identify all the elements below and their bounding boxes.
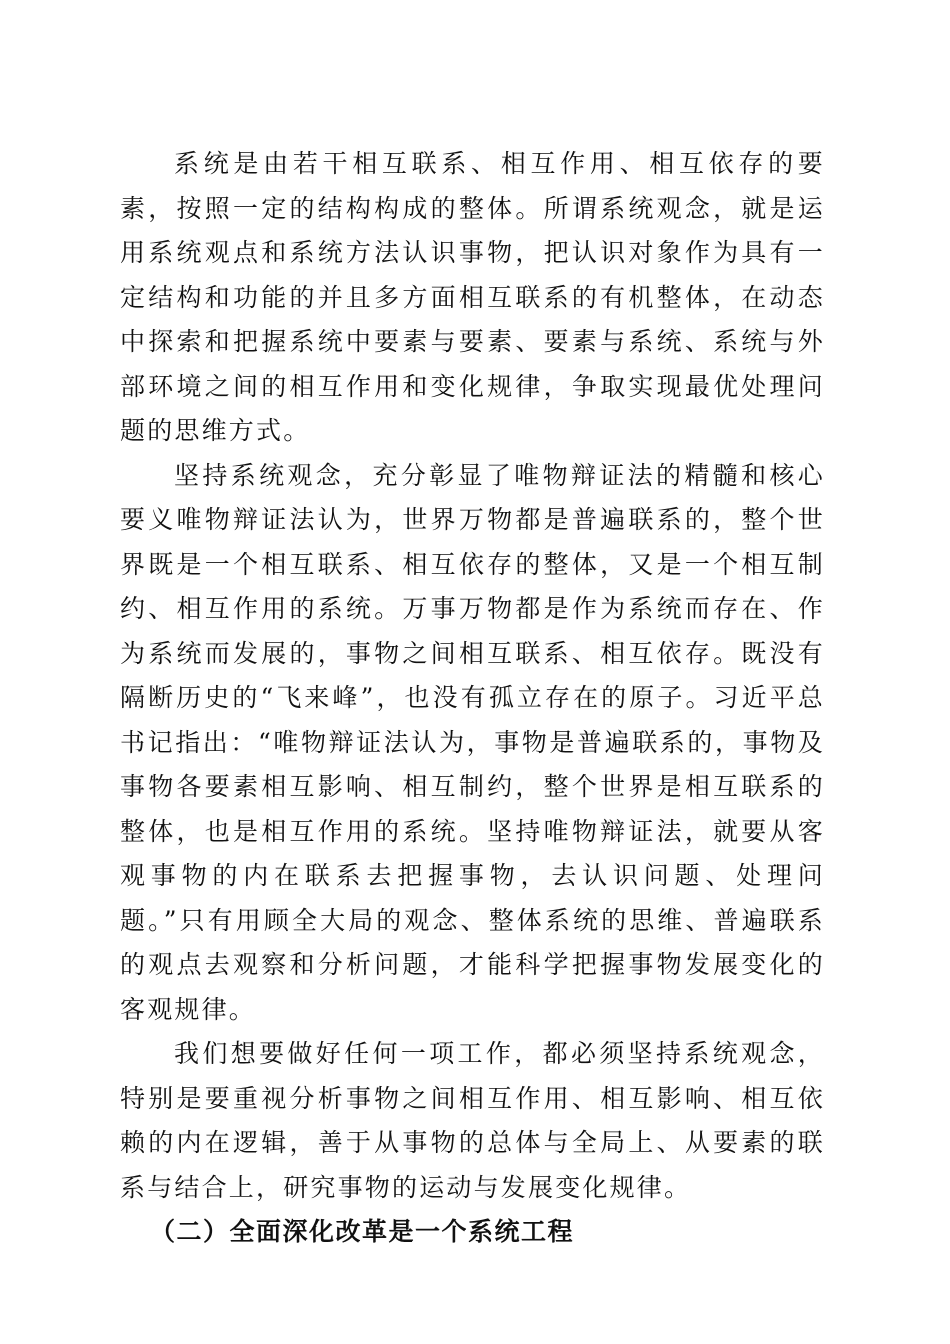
paragraph-materialist-dialectics: 坚持系统观念，充分彰显了唯物辩证法的精髓和核心要义唯物辩证法认为，世界万物都是普遍联系的，整个世界既是一个相互联系、相互依存的整体，又是一个相互制约、相互作用的系统。万事万物都是作为系统而存在、作为系统而发展的，事物之间相互联系、相互依存。既没有隔断历史的“飞来峰”，也没有孤立存在的原子。习近平总书记指出：“唯物辩证法认为，事物是普遍联系的，事物及事物各要素相互影响、相互制约，整个世界是相互联系的整体，也是相互作用的系统。坚持唯物辩证法，就要从客观事物的内在联系去把握事物，去认识问题、处理问题。”只有用顾全大局的观念、整体系统的思维、普遍联系的观点去观察和分析问题，才能科学把握事物发展变化的客观规律。 <box>120 460 825 1024</box>
paragraph-work-approach: 我们想要做好任何一项工作，都必须坚持系统观念，特别是要重视分析事物之间相互作用、相互影响、相互依赖的内在逻辑，善于从事物的总体与全局上、从要素的联系与结合上，研究事物的运动与发展变化规律。 <box>120 1039 825 1202</box>
section-heading: （二）全面深化改革是一个系统工程 <box>150 1217 575 1246</box>
paragraph-system-definition: 系统是由若干相互联系、相互作用、相互依存的要素，按照一定的结构构成的整体。所谓系统观念，就是运用系统观点和系统方法认识事物，把认识对象作为具有一定结构和功能的并且多方面相互联系的有机整体，在动态中探索和把握系统中要素与要素、要素与系统、系统与外部环境之间的相互作用和变化规律，争取实现最优处理问题的思维方式。 <box>120 149 825 445</box>
document-body <box>120 142 825 1255</box>
